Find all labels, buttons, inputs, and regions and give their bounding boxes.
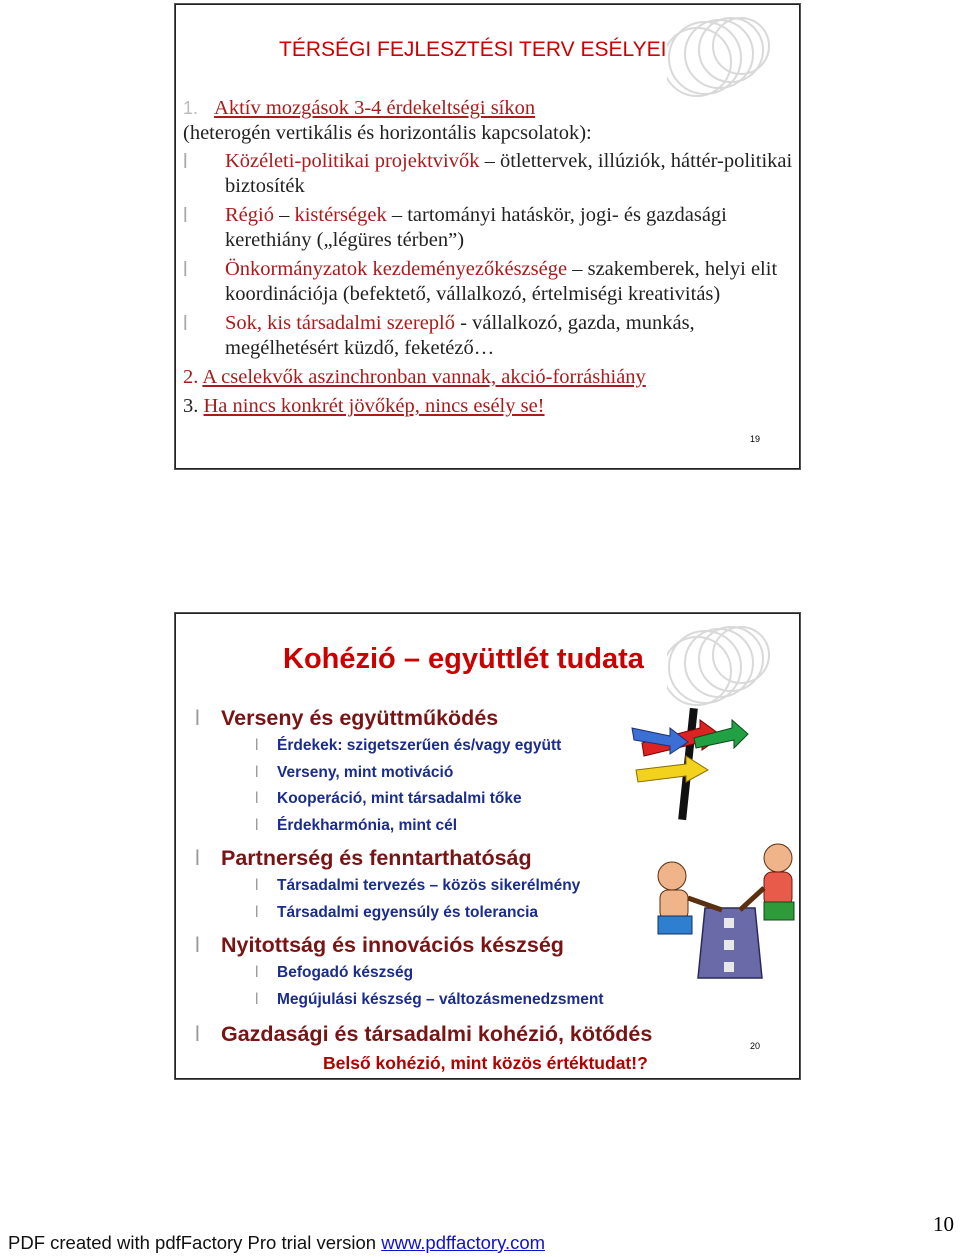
item-text: Érdekek: szigetszerűen és/vagy együtt <box>277 737 562 754</box>
section-1-title: Verseny és együttműködés <box>221 706 499 730</box>
highlight-text: kistérségek <box>294 204 387 226</box>
bullet-icon: l <box>255 964 259 981</box>
highlight-text: Önkormányzatok kezdeményezőkészsége <box>225 258 568 280</box>
list-item <box>195 873 795 900</box>
slide-19 <box>174 3 801 470</box>
bullet-icon: l <box>255 816 259 834</box>
slide-title: Kohézió – együttlét tudata <box>283 643 644 675</box>
list-item <box>195 987 795 1014</box>
item-3 <box>183 394 793 419</box>
highlight-text: Közéleti-politikai projektvivők <box>225 150 480 172</box>
body-text: – ötlettervek, illúziók, háttér-politikai biztosíték <box>225 150 793 197</box>
bullet-icon: l <box>195 706 200 730</box>
item-2 <box>183 365 793 390</box>
list-item <box>183 257 793 307</box>
footer-text: PDF created with pdfFactory Pro trial version <box>8 1232 382 1253</box>
list-item <box>183 149 793 199</box>
list-item <box>195 813 795 840</box>
bullet-icon: l <box>183 312 188 335</box>
highlight-text: Sok, kis társadalmi szereplő <box>225 312 456 334</box>
list-item <box>195 900 795 927</box>
bullet-icon: l <box>255 763 259 781</box>
bullet-icon: l <box>183 258 188 281</box>
item-1-subtitle: (heterogén vertikális és horizontális kapcsolatok): <box>183 122 592 144</box>
section-3-title: Nyitottság és innovációs készség <box>221 933 564 957</box>
slide-body <box>183 96 793 419</box>
bullet-icon: l <box>255 990 259 1008</box>
bullet-icon: l <box>255 790 259 807</box>
section-heading <box>195 703 795 733</box>
body-text: – tartományi hatáskör, jogi- és gazdasági kerethiány („légüres térben”) <box>225 204 727 251</box>
bullet-icon: l <box>183 150 188 173</box>
bullet-icon: l <box>183 204 188 227</box>
list-item <box>195 786 795 813</box>
closing-statement: Belső kohézió, mint közös értéktudat!? <box>323 1053 648 1073</box>
item-text: Társadalmi egyensúly és tolerancia <box>277 903 539 921</box>
item-number: 2. <box>183 366 199 388</box>
item-text: Verseny, mint motiváció <box>277 763 454 781</box>
section-heading <box>195 930 795 960</box>
bullet-icon: l <box>195 1022 200 1046</box>
list-item <box>183 203 793 253</box>
item-text: Kooperáció, mint társadalmi tőke <box>277 790 522 807</box>
body-text: – szakemberek, helyi elit koordinációja (befektető, vállalkozó, értelmiségi kreativitás) <box>225 258 778 305</box>
item-text: Megújulási készség – változásmenedzsment <box>277 990 604 1008</box>
section-4-title: Gazdasági és társadalmi kohézió, kötődés <box>221 1022 653 1046</box>
item-number: 3. <box>183 395 199 417</box>
slide-body <box>195 703 795 1077</box>
footer <box>8 1232 545 1254</box>
list-item <box>195 733 795 760</box>
section-2-title: Partnerség és fenntarthatóság <box>221 846 532 870</box>
item-text: Befogadó készség <box>277 964 414 981</box>
bullet-icon: l <box>255 877 259 894</box>
item-2-text: A cselekvők aszinchronban vannak, akció-forráshiány <box>202 366 646 388</box>
decorative-circles-icon <box>667 617 772 707</box>
list-item <box>195 960 795 987</box>
item-1-title: Aktív mozgások 3-4 érdekeltségi síkon <box>214 97 536 119</box>
list-item <box>195 760 795 787</box>
body-text: - vállalkozó, gazda, munkás, megélhetésért küzdő, feketéző… <box>225 312 695 359</box>
section-heading <box>195 1019 795 1049</box>
slide-title: TÉRSÉGI FEJLESZTÉSI TERV ESÉLYEI <box>279 38 667 61</box>
body-text: – <box>273 204 295 226</box>
item-text: Társadalmi tervezés – közös sikerélmény <box>277 877 581 894</box>
list-item <box>183 311 793 361</box>
item-1 <box>183 96 793 121</box>
highlight-text: Régió <box>225 204 274 226</box>
slide-number: 20 <box>750 1041 761 1051</box>
item-number: 1. <box>183 98 199 118</box>
footer-link[interactable]: www.pdffactory.com <box>381 1232 546 1253</box>
bullet-icon: l <box>195 846 200 870</box>
section-heading <box>195 843 795 873</box>
bullet-icon: l <box>255 903 259 921</box>
page-number: 10 <box>933 1212 954 1236</box>
item-3-text: Ha nincs konkrét jövőkép, nincs esély se! <box>203 395 545 417</box>
bullet-icon: l <box>195 933 200 957</box>
bullet-icon: l <box>255 737 259 754</box>
item-text: Érdekharmónia, mint cél <box>277 816 458 834</box>
slide-20 <box>174 612 801 1080</box>
slide-number: 19 <box>750 434 761 444</box>
